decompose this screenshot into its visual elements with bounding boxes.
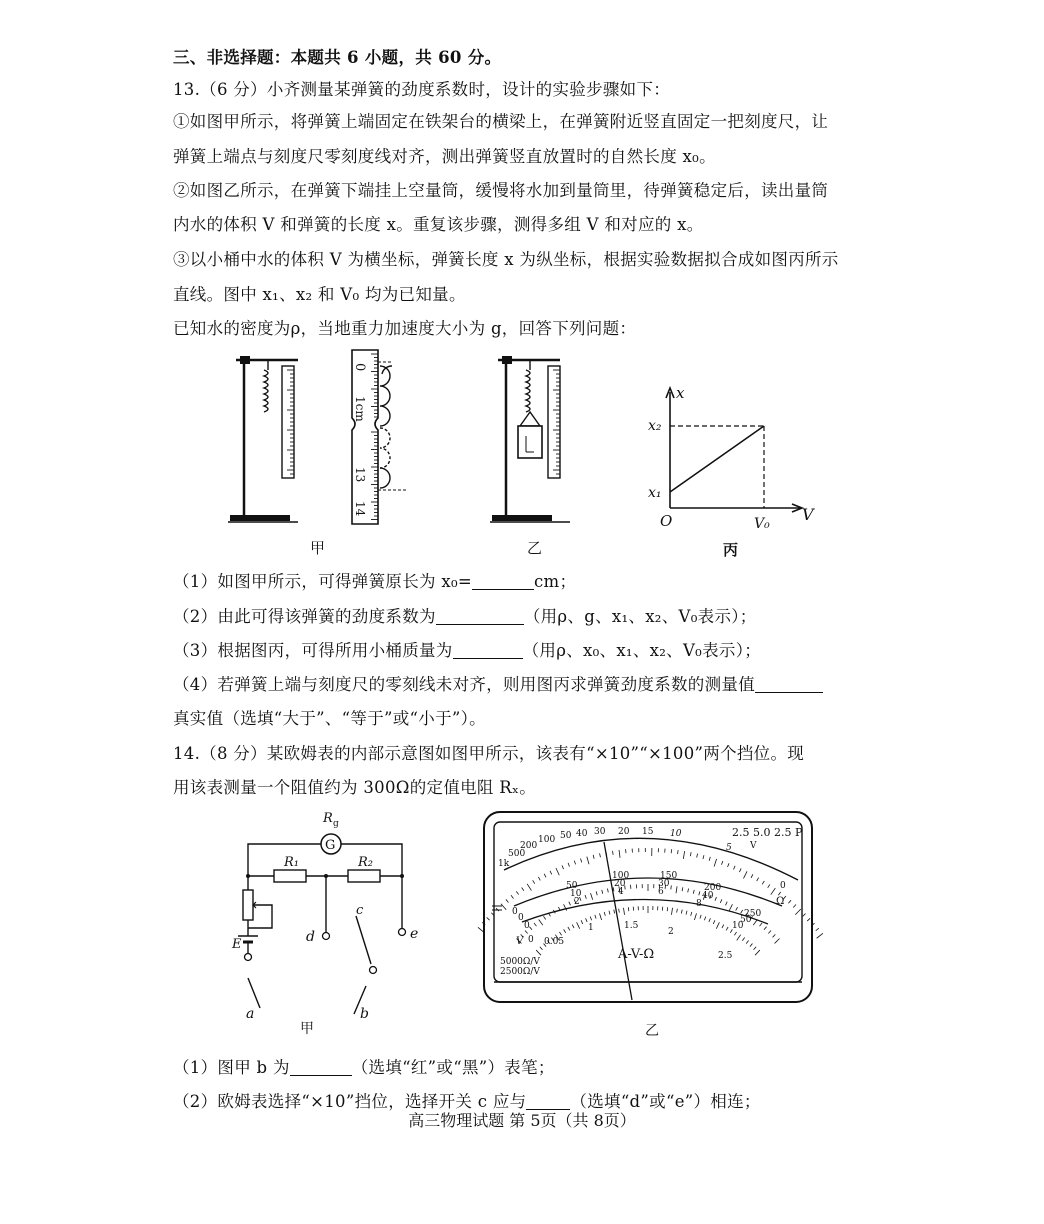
svg-text:30: 30 <box>658 879 670 889</box>
svg-text:2: 2 <box>668 927 674 937</box>
svg-text:0: 0 <box>528 935 534 945</box>
svg-text:2500Ω/V: 2500Ω/V <box>500 967 540 977</box>
q13-sub2: （2）由此可得该弹簧的劲度系数为 （用ρ、g、x₁、x₂、V₀表示）； <box>173 607 757 626</box>
svg-text:0: 0 <box>524 921 530 931</box>
svg-text:14: 14 <box>353 501 367 517</box>
figure-circuit <box>226 808 426 1023</box>
svg-text:30: 30 <box>594 827 606 837</box>
svg-text:V: V <box>516 936 524 947</box>
svg-text:a: a <box>246 1006 255 1022</box>
svg-text:250: 250 <box>744 909 762 919</box>
svg-text:E: E <box>232 937 242 952</box>
answer-blank-2[interactable] <box>436 608 524 626</box>
svg-text:150: 150 <box>660 871 678 881</box>
svg-text:b: b <box>360 1006 369 1022</box>
caption-meter-yi: 乙 <box>645 1023 660 1039</box>
answer-blank-4[interactable] <box>755 676 823 694</box>
svg-text:g: g <box>333 819 339 829</box>
svg-text:0: 0 <box>512 907 518 917</box>
svg-text:6: 6 <box>658 887 664 897</box>
svg-text:A-V-Ω: A-V-Ω <box>618 947 655 962</box>
q14-stem-line2: 用该表测量一个阻值约为 300Ω的定值电阻 Rₓ。 <box>173 778 537 797</box>
page-footer: 高三物理试题 第 5页（共 8页） <box>408 1111 636 1130</box>
answer-blank-3[interactable] <box>453 642 523 660</box>
svg-text:d: d <box>306 929 315 945</box>
svg-text:20: 20 <box>618 827 630 837</box>
q13-given: 已知水的密度为ρ，当地重力加速度大小为 g，回答下列问题： <box>173 319 637 338</box>
svg-text:1: 1 <box>588 923 594 933</box>
figure-meter <box>482 810 814 1006</box>
q13-step3-line1: ③以小桶中水的体积 V 为横坐标，弹簧长度 x 为纵坐标，根据实验数据拟合成如图丙所示 <box>173 250 839 269</box>
svg-text:Ω: Ω <box>776 896 785 907</box>
svg-text:0.05: 0.05 <box>544 937 565 947</box>
svg-text:4: 4 <box>618 887 624 897</box>
svg-text:15: 15 <box>642 827 654 837</box>
figure-ruler-detail <box>348 348 418 528</box>
q13-step1-line2: 弹簧上端点与刻度尺零刻度线对齐，测出弹簧竖直放置时的自然长度 x₀。 <box>173 147 716 166</box>
figure-jia-stand <box>228 352 308 527</box>
answer-blank-1[interactable] <box>472 573 534 591</box>
answer-blank-5[interactable] <box>290 1059 352 1077</box>
svg-text:0: 0 <box>780 881 786 891</box>
svg-text:2.5: 2.5 <box>718 951 733 961</box>
caption-yi: 乙 <box>527 539 543 557</box>
svg-text:R: R <box>323 811 333 826</box>
svg-text:0: 0 <box>352 363 367 372</box>
svg-text:V₀: V₀ <box>754 516 770 532</box>
svg-text:100: 100 <box>538 835 556 845</box>
svg-text:G: G <box>325 838 336 853</box>
q14-sub2: （2）欧姆表选择“×10”挡位，选择开关 c 应与 （选填“d”或“e”）相连； <box>173 1092 761 1111</box>
caption-jia: 甲 <box>310 539 326 557</box>
svg-text:100: 100 <box>612 871 630 881</box>
caption-bing: 丙 <box>723 541 739 559</box>
caption-circuit-jia: 甲 <box>300 1021 315 1037</box>
q13-sub1: （1）如图甲所示，可得弹簧原长为 x₀= cm； <box>173 572 577 591</box>
q13-sub3: （3）根据图丙，可得所用小桶质量为 （用ρ、x₀、x₁、x₂、V₀表示）； <box>173 641 762 660</box>
svg-text:5000Ω/V: 5000Ω/V <box>500 957 540 967</box>
q13-step3-line2: 直线。图中 x₁、x₂ 和 V₀ 均为已知量。 <box>173 285 466 304</box>
svg-text:10: 10 <box>732 921 744 931</box>
svg-text:1cm: 1cm <box>353 396 367 422</box>
figure-yi-stand <box>490 352 580 527</box>
figure-bing-graph <box>640 380 820 540</box>
svg-text:x₁: x₁ <box>648 485 662 501</box>
svg-text:20: 20 <box>614 879 626 889</box>
svg-text:2: 2 <box>574 897 580 907</box>
svg-text:1k: 1k <box>498 859 510 869</box>
svg-text:10: 10 <box>570 889 582 899</box>
svg-text:200: 200 <box>704 883 722 893</box>
svg-text:10: 10 <box>670 829 682 839</box>
svg-text:1.5: 1.5 <box>624 921 639 931</box>
svg-text:x: x <box>676 384 685 402</box>
svg-text:50: 50 <box>740 915 752 925</box>
q13-step2-line1: ②如图乙所示，在弹簧下端挂上空量筒，缓慢将水加到量筒里，待弹簧稳定后，读出量筒 <box>173 181 829 200</box>
q13-sub4: （4）若弹簧上端与刻度尺的零刻线未对齐，则用图丙求弹簧劲度系数的测量值 <box>173 671 823 695</box>
svg-text:8: 8 <box>696 899 702 909</box>
svg-text:0: 0 <box>518 913 524 923</box>
svg-text:50: 50 <box>560 831 572 841</box>
q14-sub1: （1）图甲 b 为 （选填“红”或“黑”）表笔； <box>173 1058 555 1077</box>
q13-step1-line1: ①如图甲所示，将弹簧上端固定在铁架台的横梁上，在弹簧附近竖直固定一把刻度尺，让 <box>173 112 829 131</box>
q13-sub4-line2: 真实值（选填“大于”、“等于”或“小于”）。 <box>173 709 486 728</box>
svg-text:40: 40 <box>576 829 588 839</box>
svg-text:x₂: x₂ <box>648 418 662 434</box>
svg-text:40: 40 <box>702 891 714 901</box>
svg-text:R₁: R₁ <box>284 855 299 870</box>
svg-text:R₂: R₂ <box>358 855 373 870</box>
q13-step2-line2: 内水的体积 V 和弹簧的长度 x。重复该步骤，测得多组 V 和对应的 x。 <box>173 215 704 234</box>
svg-text:500: 500 <box>508 849 526 859</box>
svg-text:c: c <box>356 903 364 918</box>
svg-text:200: 200 <box>520 841 538 851</box>
svg-text:50: 50 <box>566 881 578 891</box>
section-heading: 三、非选择题：本题共 6 小题，共 60 分。 <box>173 48 502 67</box>
svg-text:O: O <box>660 512 673 530</box>
svg-text:V: V <box>802 505 814 524</box>
svg-text:2.5 5.0 2.5 P: 2.5 5.0 2.5 P <box>732 826 803 839</box>
svg-text:13: 13 <box>353 467 367 483</box>
q13-stem: 13.（6 分）小齐测量某弹簧的劲度系数时，设计的实验步骤如下： <box>173 80 671 99</box>
q14-stem-line1: 14.（8 分）某欧姆表的内部示意图如图甲所示，该表有“×10”“×100”两个挡位。现 <box>173 744 805 763</box>
svg-text:V: V <box>750 841 757 851</box>
svg-text:5: 5 <box>726 843 732 853</box>
svg-text:e: e <box>410 926 419 942</box>
